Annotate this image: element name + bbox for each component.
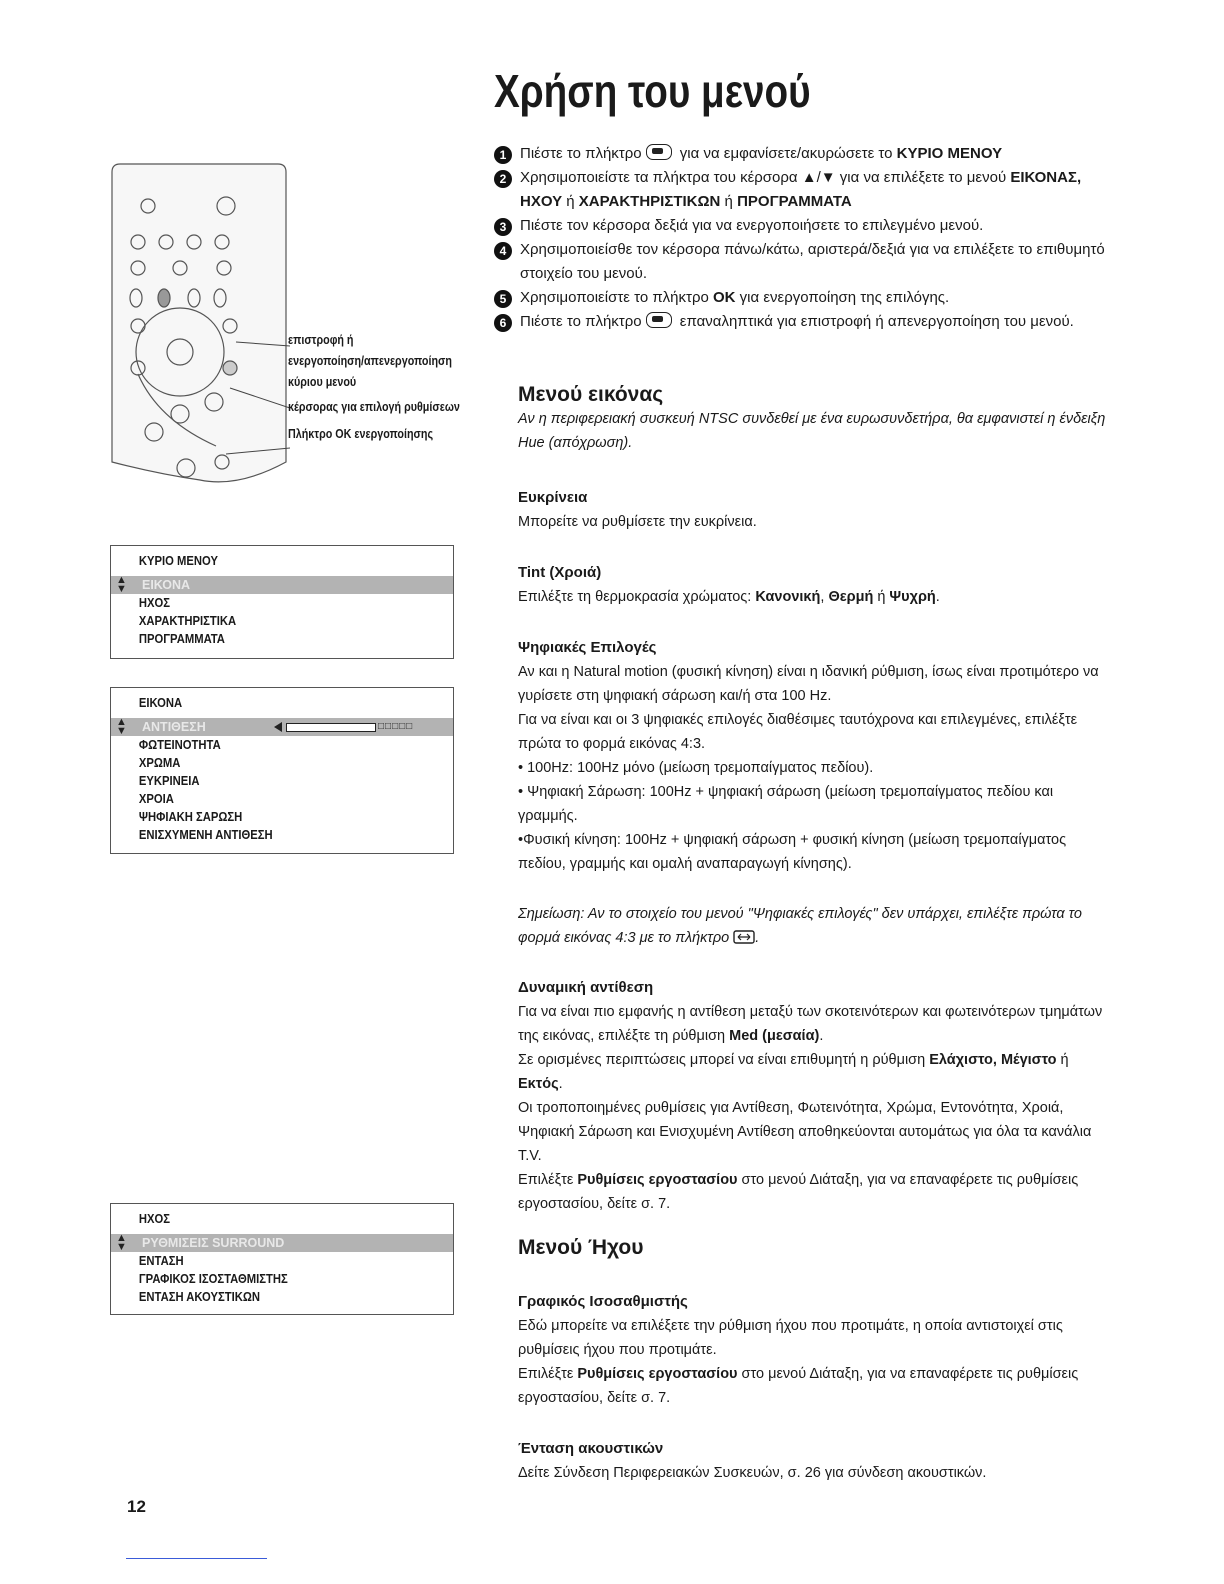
menu-selected-item: ▲ ▼ ΡΥΘΜΙΣΕΙΣ SURROUND [111, 1234, 453, 1252]
menu-selected-item: ▲ ▼ ΕΙΚΟΝΑ [111, 576, 453, 594]
slider-track [286, 723, 376, 732]
contrast-paragraph: Οι τροποποιημένες ρυθμίσεις για Αντίθεση, Φωτεινότητα, Χρώμα, Εντονότητα, Χροιά, Ψηφιακή Σάρωση και Ενισχυμένη Αντίθεση αποθηκεύονται αυτομάτως για όλα τα κανάλια T.V. [518, 1100, 1092, 1164]
equalizer-section [518, 1290, 1106, 1410]
callout-main-menu: κύριου μενού [288, 375, 357, 389]
menu-item: ΗΧΟΣ [138, 596, 171, 610]
menu-title: ΗΧΟΣ [138, 1212, 171, 1226]
sound-menu-box [110, 1203, 454, 1315]
digital-paragraph: Αν και η Natural motion (φυσική κίνηση) είναι η ιδανική ρύθμιση, ίσως είναι προτιμότερο να γυρίσετε στη ψηφιακή σάρωση και/ή στα 100 Hz. [518, 664, 1099, 704]
step-number: 6 [494, 314, 512, 332]
digital-options-section [518, 636, 1106, 876]
step-number: 3 [494, 218, 512, 236]
picture-menu-section [518, 383, 1106, 455]
up-down-arrows-icon: ▲ ▼ [116, 574, 127, 595]
menu-item: ΕΥΚΡΙΝΕΙΑ [138, 774, 200, 788]
left-arrow-icon [274, 722, 282, 732]
page-title: Χρήση του μενού [494, 65, 811, 117]
step-5: 5 Χρησιμοποιείστε το πλήκτρο OK για ενεργοποίηση της επιλόγης. [494, 286, 1134, 310]
sound-menu-section [518, 1236, 1106, 1260]
section-heading: Μενού εικόνας [518, 383, 664, 406]
slider-value: □□□□□ [378, 721, 414, 732]
subsection-heading: Δυναμική αντίθεση [518, 979, 654, 996]
menu-item: ΓΡΑΦΙΚΟΣ ΙΣΟΣΤΑΘΜΙΣΤΗΣ [138, 1272, 288, 1286]
callout-cursor: κέρσορας για επιλογή ρυθμίσεων [288, 400, 460, 414]
tint-section [518, 561, 1106, 609]
up-down-arrows-icon: ▲ ▼ [116, 716, 127, 737]
menu-item: ΧΑΡΑΚΤΗΡΙΣΤΙΚΑ [138, 614, 237, 628]
callout-ok: Πλήκτρο OK ενεργοποίησης [288, 427, 434, 441]
remote-control-illustration [108, 162, 290, 496]
menu-key-icon [646, 312, 672, 328]
step-number: 4 [494, 242, 512, 260]
headphone-text: Δείτε Σύνδεση Περιφερειακών Συσκευών, σ. 26 για σύνδεση ακουστικών. [518, 1465, 987, 1481]
digital-bullet: • 100Hz: 100Hz μόνο (μείωση τρεμοπαίγματος πεδίου). [518, 760, 874, 776]
contrast-paragraph: Για να είναι πιο εμφανής η αντίθεση μεταξύ των σκοτεινότερων και φωτεινότερων τμημάτων της εικόνας, επιλέξτε τη ρύθμιση Med (μεσαία). [518, 1004, 1103, 1044]
remote-callouts [288, 330, 460, 445]
digital-bullet: •Φυσική κίνηση: 100Hz + ψηφιακή σάρωση + φυσική κίνηση (μείωση τρεμοπαίγματος πεδίου, γραμμής και ομαλή αναπαραγωγή κίνησης). [518, 832, 1067, 872]
dynamic-contrast-section [518, 976, 1106, 1216]
step-2: 2 Χρησιμοποιείστε τα πλήκτρα του κέρσορα ▲/▼ για να επιλέξετε το μενού ΕΙΚΟΝΑΣ, ΗΧΟΥ ή ΧΑΡΑΚΤΗΡΙΣΤΙΚΩΝ ή ΠΡΟΓΡΑΜΜΑΤΑ [494, 166, 1134, 214]
menu-selected-item: ▲ ▼ ΑΝΤΙΘΕΣΗ □□□□□ [111, 718, 453, 736]
step-6: 6 Πιέστε το πλήκτρο επαναληπτικά για επιστροφή ή απενεργοποίηση του μενού. [494, 310, 1134, 334]
subsection-heading: Ένταση ακουστικών [518, 1440, 664, 1457]
step-4: 4 Χρησιμοποιείσθε τον κέρσορα πάνω/κάτω, αριστερά/δεξιά για να επιλέξετε το επιθυμητό στοιχείο του μενού. [494, 238, 1134, 286]
steps-list [494, 142, 1134, 334]
subsection-heading: Tint (Χροιά) [518, 564, 602, 581]
subsection-heading: Ψηφιακές Επιλογές [518, 639, 657, 656]
contrast-paragraph: Σε ορισμένες περιπτώσεις μπορεί να είναι επιθυμητή η ρύθμιση Ελάχιστο, Μέγιστο ή Εκτός. [518, 1052, 1069, 1092]
step-number: 1 [494, 146, 512, 164]
subsection-heading: Ευκρίνεια [518, 489, 588, 506]
step-number: 2 [494, 170, 512, 188]
footer-rule [126, 1558, 267, 1559]
picture-menu-box [110, 687, 454, 854]
sharpness-section [518, 486, 1106, 534]
menu-item: ΕΝΤΑΣΗ [138, 1254, 184, 1268]
note: Σημείωση: Αν το στοιχείο του μενού "Ψηφιακές επιλογές" δεν υπάρχει, επιλέξτε πρώτα το φορμά εικόνας 4:3 με το πλήκτρο . [518, 906, 1082, 946]
intro-text: Αν η περιφερειακή συσκευή NTSC συνδεθεί με ένα ευρωσυνδετήρα, θα εμφανιστεί η ένδειξη Hue (απόχρωση). [518, 411, 1106, 451]
tint-text: Επιλέξτε τη θερμοκρασία χρώματος: Κανονική, Θερμή ή Ψυχρή. [518, 589, 940, 605]
main-menu-box [110, 545, 454, 659]
up-down-arrows-icon: ▲ ▼ [116, 1232, 127, 1253]
digital-bullet: • Ψηφιακή Σάρωση: 100Hz + ψηφιακή σάρωση (μείωση τρεμοπαίγματος πεδίου και γραμμής. [518, 784, 1054, 824]
digital-paragraph: Για να είναι και οι 3 ψηφιακές επιλογές διαθέσιμες ταυτόχρονα και επιλεγμένες, επιλέξτε πρώτα το φορμά εικόνας 4:3. [518, 712, 1078, 752]
contrast-paragraph: Επιλέξτε Ρυθμίσεις εργοστασίου στο μενού Διάταξη, για να επαναφέρετε τις ρυθμίσεις εργοστασίου, δείτε σ. 7. [518, 1172, 1079, 1212]
menu-key-icon [646, 144, 672, 160]
callout-toggle: ενεργοποίηση/απενεργοποίηση [288, 354, 452, 368]
menu-item: ΕΝΤΑΣΗ ΑΚΟΥΣΤΙΚΩΝ [138, 1290, 260, 1304]
menu-item: ΕΝΙΣΧΥΜΕΝΗ ΑΝΤΙΘΕΣΗ [138, 828, 273, 842]
subsection-heading: Γραφικός Ισοσαθμιστής [518, 1293, 688, 1310]
format-key-icon [733, 930, 755, 944]
contrast-slider [274, 722, 424, 732]
menu-title: ΕΙΚΟΝΑ [138, 696, 183, 710]
step-3: 3 Πιέστε τον κέρσορα δεξιά για να ενεργοποιήσετε το επιλεγμένο μενού. [494, 214, 1134, 238]
menu-item: ΧΡΩΜΑ [138, 756, 181, 770]
menu-item: ΨΗΦΙΑΚΗ ΣΑΡΩΣΗ [138, 810, 243, 824]
menu-item: ΧΡΟΙΑ [138, 792, 174, 806]
step-1: 1 Πιέστε το πλήκτρο για να εμφανίσετε/ακυρώσετε το ΚΥΡΙΟ ΜΕΝΟΥ [494, 142, 1134, 166]
equalizer-paragraph: Εδώ μπορείτε να επιλέξετε την ρύθμιση ήχου που προτιμάτε, η οποία αντιστοιχεί στις ρυθμίσεις ήχου που προτιμάτε. [518, 1318, 1063, 1358]
menu-item: ΦΩΤΕΙΝΟΤΗΤΑ [138, 738, 221, 752]
step-number: 5 [494, 290, 512, 308]
callout-return: επιστροφή ή [288, 333, 354, 347]
section-heading: Μενού Ήχου [518, 1236, 644, 1259]
menu-title: ΚΥΡΙΟ ΜΕΝΟΥ [138, 554, 218, 568]
page-number: 12 [127, 1497, 146, 1516]
sharpness-text: Μπορείτε να ρυθμίσετε την ευκρίνεια. [518, 514, 757, 530]
equalizer-paragraph: Επιλέξτε Ρυθμίσεις εργοστασίου στο μενού Διάταξη, για να επαναφέρετε τις ρυθμίσεις εργοστασίου, δείτε σ. 7. [518, 1366, 1079, 1406]
headphone-volume-section [518, 1437, 1106, 1485]
menu-item: ΠΡΟΓΡΑΜΜΑΤΑ [138, 632, 225, 646]
